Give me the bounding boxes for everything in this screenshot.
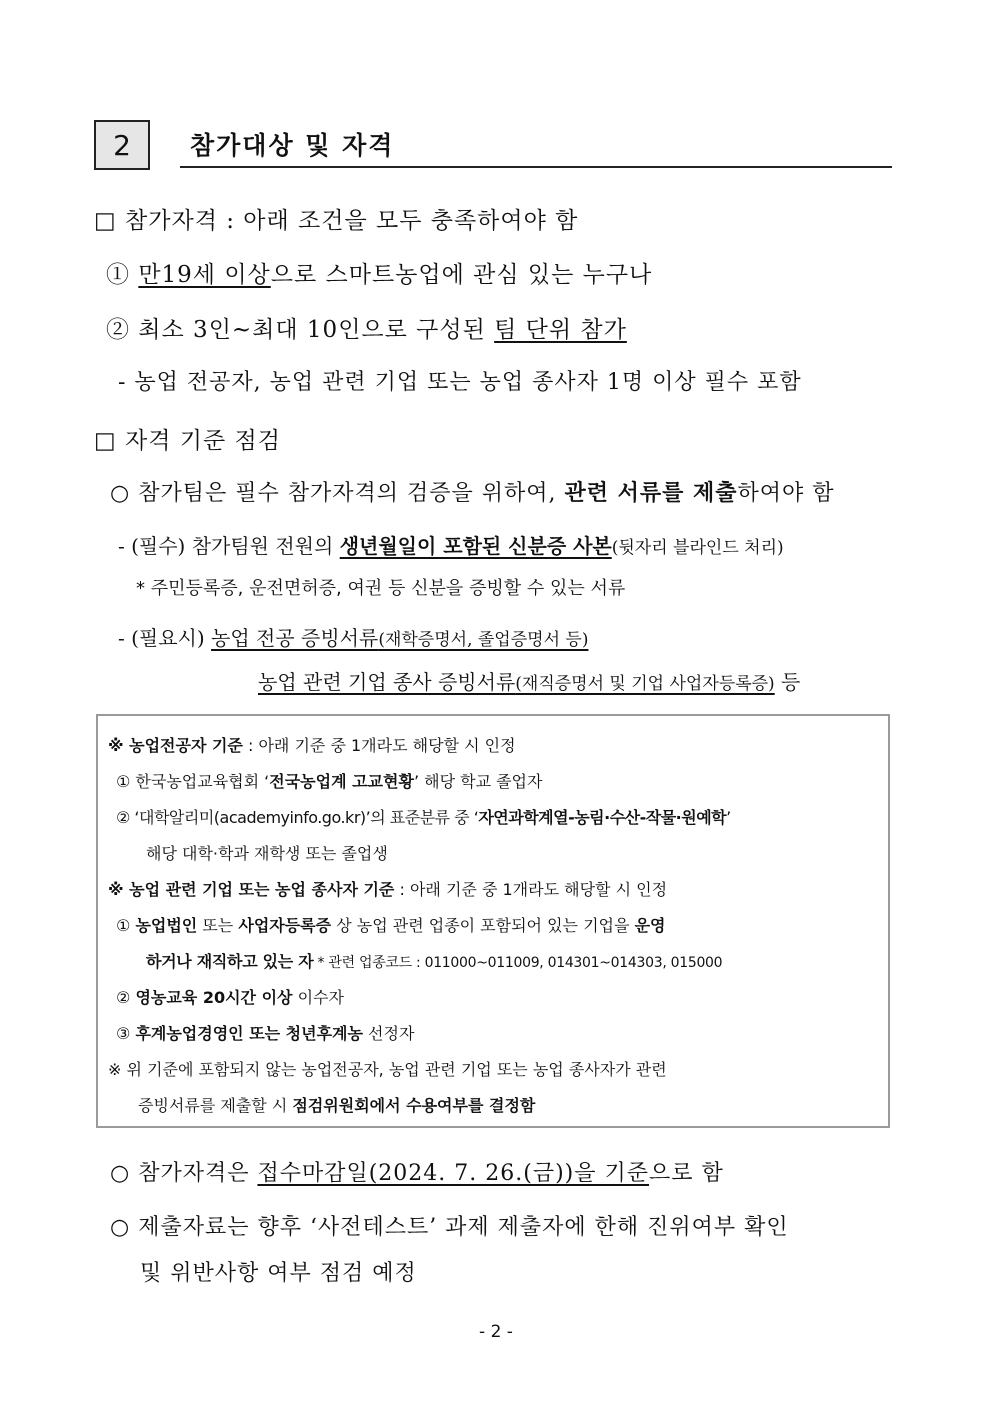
criteria-c2-pre: 증빙서류를 제출할 시 [138,1096,293,1115]
qualification-item-1 [106,256,652,289]
criteria-b1-cont-bold: 하거나 재직하고 있는 자 [146,952,314,971]
required-docs-post: (뒷자리 블라인드 처리) [611,538,784,558]
item-2-pre: ② 최소 3인~최대 10인으로 구성된 [106,317,495,343]
item-1-mark: ① [106,262,130,288]
criteria-a-item-2 [116,805,731,828]
criteria-c2-bold: 점검위원회에서 수용여부를 결정함 [292,1096,536,1115]
optional-docs-tail: 등 [774,670,801,694]
optional-docs-employment [258,670,775,694]
criteria-b2-post: 이수자 [292,988,344,1007]
qualification-heading: □ 참가자격 : 아래 조건을 모두 충족하여야 함 [94,208,579,234]
optional-docs-major-examples: (재학증명서, 졸업증명서 등) [378,630,589,650]
criteria-a-title-line [108,733,516,756]
closing-b1-pre: ○ 참가자격은 [110,1161,258,1186]
criteria-a-rest: : 아래 기준 중 1개라도 해당할 시 인정 [242,736,516,755]
criteria-b1-mid-1: 또는 [197,916,239,935]
criteria-b-item-1 [116,913,665,936]
section-number-box [94,120,150,170]
criteria-b1-pre: ① [116,916,136,935]
criteria-b1-bold-1: 농업법인 [135,916,198,935]
required-docs-id-copy: 생년월일이 포함된 신분증 사본 [339,534,612,558]
deadline-reference: 접수마감일(2024. 7. 26.(금))을 기준 [257,1161,649,1186]
section-title: 참가대상 및 자격 [190,131,395,160]
criteria-b3-post: 선정자 [362,1024,415,1043]
check-bullet [110,476,835,507]
item-1-rest: 으로 스마트농업에 관심 있는 누구나 [270,262,653,288]
criteria-b-item-2 [116,985,344,1008]
check-bullet-post: 하여야 함 [737,481,835,506]
check-bullet-bold: 관련 서류를 제출 [564,480,738,506]
age-requirement: 만19세 이상 [138,262,271,288]
criteria-b-title-line [108,877,667,900]
criteria-b1-industry-codes: * 관련 업종코드 : 011000~011009, 014301~014303, 015000 [313,955,723,971]
criteria-b2-bold: 영농교육 20시간 이상 [135,988,293,1007]
criteria-a2-pre: ② ‘대학알리미(academyinfo.go.kr)’의 표준분류 중 ‘ [116,808,479,827]
section-divider [180,166,892,168]
check-bullet-pre: ○ 참가팀은 필수 참가자격의 검증을 위하여, [110,481,565,506]
criteria-b3-pre: ③ [116,1024,136,1043]
optional-docs-employment-examples: (재직증명서 및 기업 사업자등록증) [515,674,775,694]
optional-docs-pre: - (필요시) [118,626,212,650]
criteria-b2-pre: ② [116,988,136,1007]
closing-bullet-1 [110,1156,724,1187]
optional-docs-employment-label: 농업 관련 기업 종사 증빙서류 [258,670,516,694]
required-docs-pre: - (필수) 참가팀원 전원의 [118,534,340,558]
closing-bullet-2-line-1: ○ 제출자료는 향후 ‘사전테스트’ 과제 제출자에 한해 진위여부 확인 [110,1215,789,1240]
optional-docs-major [211,626,588,650]
qualification-item-2 [106,311,627,344]
required-docs-line [118,530,784,559]
closing-b1-post: 으로 함 [649,1161,724,1186]
criteria-a-title: ※ 농업전공자 기준 [108,736,243,755]
criteria-b-item-3 [116,1021,414,1044]
criteria-b3-bold: 후계농업경영인 또는 청년후계농 [135,1024,363,1043]
optional-docs-line-2 [258,666,800,695]
section-number: 2 [113,128,131,162]
criteria-b1-bold-3: 운영 [634,916,666,935]
team-participation: 팀 단위 참가 [494,317,627,343]
optional-docs-major-label: 농업 전공 증빙서류 [211,626,379,650]
criteria-a-item-2-cont: 해당 대학·학과 재학생 또는 졸업생 [146,844,388,863]
criteria-b-title: ※ 농업 관련 기업 또는 농업 종사자 기준 [108,880,395,899]
criteria-b1-bold-2: 사업자등록증 [238,916,332,935]
required-docs-note: * 주민등록증, 운전면허증, 여권 등 신분을 증빙할 수 있는 서류 [136,578,626,599]
closing-bullet-2-line-2: 및 위반사항 여부 점검 예정 [140,1261,417,1286]
criteria-b1-mid-2: 상 농업 관련 업종이 포함되어 있는 기업을 [331,916,635,935]
criteria-a2-post: ’ [726,808,731,827]
criteria-a1-pre: ① 한국농업교육협회 ‘ [116,772,270,791]
check-heading: □ 자격 기준 점검 [94,428,281,454]
page-number: - 2 - [479,1322,513,1342]
criteria-a-item-1 [116,769,542,792]
criteria-b-rest: : 아래 기준 중 1개라도 해당할 시 인정 [394,880,668,899]
criteria-c-line-1: ※ 위 기준에 포함되지 않는 농업전공자, 농업 관련 기업 또는 농업 종사자가 관련 [108,1060,667,1079]
qualification-dash-note: - 농업 전공자, 농업 관련 기업 또는 농업 종사자 1명 이상 필수 포함 [118,370,802,395]
criteria-a2-bold: 자연과학계열-농림·수산-작물·원예학 [478,808,727,827]
criteria-b-item-1-cont [146,949,722,972]
optional-docs-line-1 [118,622,588,651]
criteria-a1-post: ’ 해당 학교 졸업자 [413,772,543,791]
criteria-c-line-2 [138,1093,535,1116]
criteria-a1-bold: 전국농업계 고교현황 [269,772,414,791]
